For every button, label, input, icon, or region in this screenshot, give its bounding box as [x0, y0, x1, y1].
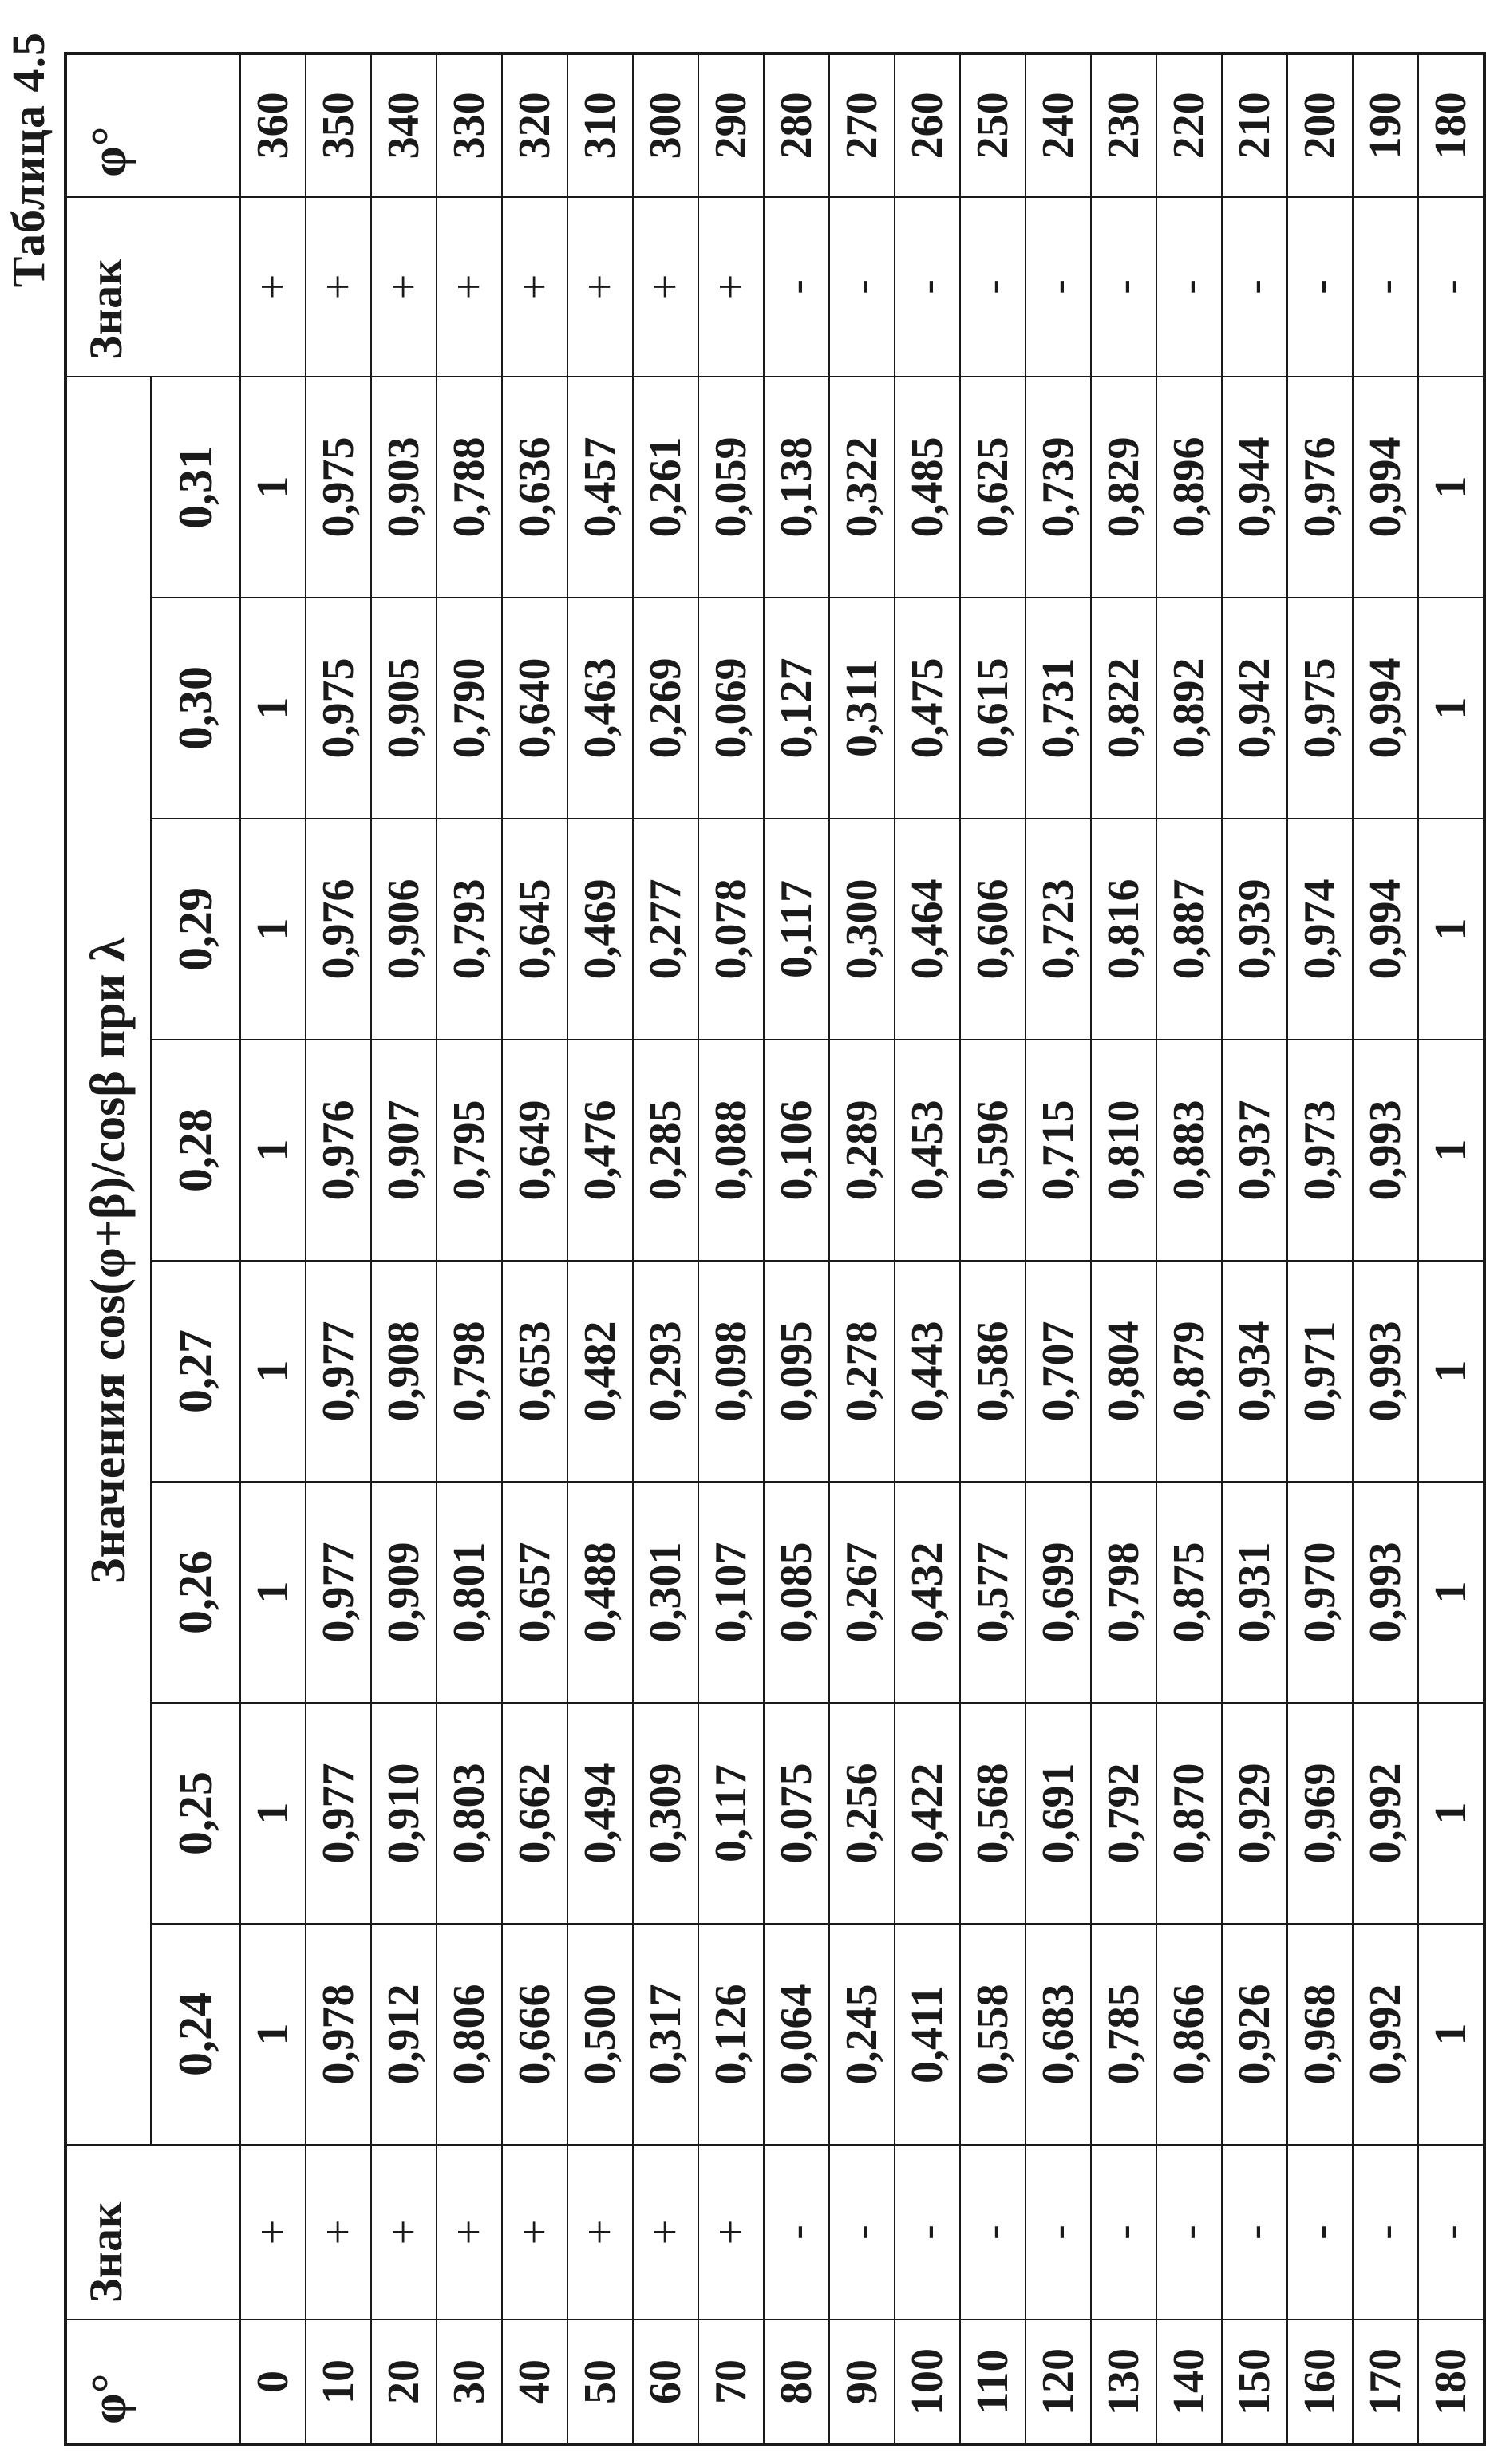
phi-cell-right: 210 — [1222, 53, 1287, 197]
value-cell: 0,866 — [1156, 1924, 1222, 2145]
sign-cell-right: - — [895, 197, 960, 377]
value-cell: 0,994 — [1353, 377, 1418, 598]
value-cell: 0,106 — [764, 1040, 829, 1261]
value-cell: 0,064 — [764, 1924, 829, 2145]
value-cell: 0,975 — [306, 598, 371, 819]
sign-cell-right: - — [1091, 197, 1156, 377]
cosine-ratio-table — [64, 52, 1486, 2446]
value-cell: 0,739 — [1026, 377, 1091, 598]
sign-cell: - — [1091, 2145, 1156, 2320]
value-cell: 0,912 — [371, 1924, 437, 2145]
value-cell: 0,976 — [1287, 377, 1353, 598]
sign-cell: + — [698, 2145, 764, 2320]
phi-cell-right: 240 — [1026, 53, 1091, 197]
lambda-header: 0,27 — [151, 1261, 240, 1482]
sign-cell: - — [1156, 2145, 1222, 2320]
value-cell: 0,994 — [1353, 598, 1418, 819]
phi-cell: 150 — [1222, 2320, 1287, 2445]
value-cell: 0,309 — [633, 1703, 698, 1924]
table-row — [371, 53, 437, 2445]
phi-cell-right: 310 — [567, 53, 633, 197]
sign-cell-right: - — [829, 197, 895, 377]
value-cell: 0,905 — [371, 598, 437, 819]
value-cell: 0,731 — [1026, 598, 1091, 819]
value-cell: 0,977 — [306, 1261, 371, 1482]
value-cell: 0,707 — [1026, 1261, 1091, 1482]
value-cell: 0,971 — [1287, 1261, 1353, 1482]
value-cell: 0,942 — [1222, 598, 1287, 819]
value-cell: 0,907 — [371, 1040, 437, 1261]
value-cell: 0,975 — [1287, 598, 1353, 819]
table-row — [240, 53, 306, 2445]
value-cell: 1 — [1418, 377, 1484, 598]
sign-cell: - — [1353, 2145, 1418, 2320]
value-cell: 1 — [240, 1482, 306, 1703]
value-cell: 0,278 — [829, 1261, 895, 1482]
value-cell: 1 — [240, 1703, 306, 1924]
value-cell: 0,432 — [895, 1482, 960, 1703]
value-cell: 0,870 — [1156, 1703, 1222, 1924]
value-cell: 0,289 — [829, 1040, 895, 1261]
value-cell: 0,488 — [567, 1482, 633, 1703]
phi-cell-right: 280 — [764, 53, 829, 197]
sign-cell-right: + — [371, 197, 437, 377]
value-cell: 0,301 — [633, 1482, 698, 1703]
phi-cell-right: 350 — [306, 53, 371, 197]
value-cell: 0,117 — [764, 819, 829, 1040]
value-cell: 0,311 — [829, 598, 895, 819]
value-cell: 0,715 — [1026, 1040, 1091, 1261]
value-cell: 0,993 — [1353, 1482, 1418, 1703]
value-cell: 0,482 — [567, 1261, 633, 1482]
value-cell: 0,816 — [1091, 819, 1156, 1040]
value-cell: 0,974 — [1287, 819, 1353, 1040]
value-cell: 0,723 — [1026, 819, 1091, 1040]
table-row — [567, 53, 633, 2445]
sign-cell-right: + — [567, 197, 633, 377]
value-cell: 0,322 — [829, 377, 895, 598]
lambda-header: 0,25 — [151, 1703, 240, 1924]
value-cell: 0,875 — [1156, 1482, 1222, 1703]
value-cell: 0,088 — [698, 1040, 764, 1261]
phi-cell: 100 — [895, 2320, 960, 2445]
phi-cell: 0 — [240, 2320, 306, 2445]
value-cell: 0,829 — [1091, 377, 1156, 598]
value-cell: 0,926 — [1222, 1924, 1287, 2145]
value-cell: 0,934 — [1222, 1261, 1287, 1482]
value-cell: 0,909 — [371, 1482, 437, 1703]
value-cell: 0,267 — [829, 1482, 895, 1703]
table-row — [1222, 53, 1287, 2445]
table-caption: Таблица 4.5 — [2, 32, 54, 288]
value-cell: 0,788 — [437, 377, 502, 598]
lambda-header: 0,30 — [151, 598, 240, 819]
table-row — [698, 53, 764, 2445]
lambda-header: 0,29 — [151, 819, 240, 1040]
value-cell: 0,457 — [567, 377, 633, 598]
value-cell: 0,615 — [960, 598, 1026, 819]
phi-cell-right: 250 — [960, 53, 1026, 197]
lambda-header: 0,28 — [151, 1040, 240, 1261]
value-cell: 0,896 — [1156, 377, 1222, 598]
value-cell: 0,256 — [829, 1703, 895, 1924]
value-cell: 0,127 — [764, 598, 829, 819]
value-cell: 0,992 — [1353, 1924, 1418, 2145]
sign-cell: + — [306, 2145, 371, 2320]
value-cell: 0,975 — [306, 377, 371, 598]
sign-cell-right: - — [1222, 197, 1287, 377]
sign-cell-right: - — [1156, 197, 1222, 377]
phi-cell-right: 230 — [1091, 53, 1156, 197]
sign-cell: + — [502, 2145, 567, 2320]
phi-cell-right: 190 — [1353, 53, 1418, 197]
value-cell: 0,883 — [1156, 1040, 1222, 1261]
value-cell: 0,476 — [567, 1040, 633, 1261]
sign-cell: - — [960, 2145, 1026, 2320]
sign-cell-right: + — [240, 197, 306, 377]
value-cell: 0,969 — [1287, 1703, 1353, 1924]
sign-cell: - — [1026, 2145, 1091, 2320]
value-cell: 0,475 — [895, 598, 960, 819]
value-cell: 0,666 — [502, 1924, 567, 2145]
value-cell: 0,790 — [437, 598, 502, 819]
phi-cell: 60 — [633, 2320, 698, 2445]
value-cell: 0,500 — [567, 1924, 633, 2145]
value-cell: 0,976 — [306, 819, 371, 1040]
sign-cell-right: + — [698, 197, 764, 377]
value-cell: 0,806 — [437, 1924, 502, 2145]
table-row — [764, 53, 829, 2445]
value-cell: 1 — [1418, 1482, 1484, 1703]
value-cell: 0,795 — [437, 1040, 502, 1261]
value-cell: 0,645 — [502, 819, 567, 1040]
value-cell: 0,798 — [437, 1261, 502, 1482]
table-row — [960, 53, 1026, 2445]
sign-cell: + — [567, 2145, 633, 2320]
value-cell: 0,126 — [698, 1924, 764, 2145]
sign-cell: - — [829, 2145, 895, 2320]
value-cell: 0,931 — [1222, 1482, 1287, 1703]
value-cell: 0,691 — [1026, 1703, 1091, 1924]
table-row — [306, 53, 371, 2445]
sign-cell: + — [633, 2145, 698, 2320]
value-cell: 0,317 — [633, 1924, 698, 2145]
value-cell: 0,300 — [829, 819, 895, 1040]
value-cell: 0,625 — [960, 377, 1026, 598]
phi-cell: 130 — [1091, 2320, 1156, 2445]
phi-cell-right: 330 — [437, 53, 502, 197]
sign-cell: + — [437, 2145, 502, 2320]
table-row — [1287, 53, 1353, 2445]
value-cell: 1 — [240, 1924, 306, 2145]
phi-cell: 170 — [1353, 2320, 1418, 2445]
phi-cell: 10 — [306, 2320, 371, 2445]
value-cell: 1 — [1418, 598, 1484, 819]
lambda-header: 0,31 — [151, 377, 240, 598]
phi-cell: 180 — [1418, 2320, 1484, 2445]
phi-cell-right: 340 — [371, 53, 437, 197]
lambda-header: 0,26 — [151, 1482, 240, 1703]
value-cell: 0,453 — [895, 1040, 960, 1261]
value-cell: 0,803 — [437, 1703, 502, 1924]
sign-cell-right: - — [960, 197, 1026, 377]
header-row-lambda — [151, 53, 240, 2445]
value-cell: 0,463 — [567, 598, 633, 819]
value-cell: 1 — [240, 377, 306, 598]
value-cell: 0,804 — [1091, 1261, 1156, 1482]
value-cell: 0,793 — [437, 819, 502, 1040]
phi-cell-right: 200 — [1287, 53, 1353, 197]
phi-cell: 50 — [567, 2320, 633, 2445]
value-cell: 0,293 — [633, 1261, 698, 1482]
sign-cell: - — [1418, 2145, 1484, 2320]
table-row — [1353, 53, 1418, 2445]
sign-cell: - — [895, 2145, 960, 2320]
value-cell: 1 — [1418, 1703, 1484, 1924]
values-span-header: Значения cos(φ+β)/cosβ при λ — [65, 377, 151, 2145]
value-cell: 0,558 — [960, 1924, 1026, 2145]
value-cell: 0,245 — [829, 1924, 895, 2145]
value-cell: 0,464 — [895, 819, 960, 1040]
phi-cell: 70 — [698, 2320, 764, 2445]
value-cell: 0,792 — [1091, 1703, 1156, 1924]
table-row — [437, 53, 502, 2445]
phi-cell: 40 — [502, 2320, 567, 2445]
value-cell: 0,994 — [1353, 819, 1418, 1040]
value-cell: 0,992 — [1353, 1703, 1418, 1924]
value-cell: 0,968 — [1287, 1924, 1353, 2145]
value-cell: 0,586 — [960, 1261, 1026, 1482]
sign-cell: - — [764, 2145, 829, 2320]
phi-cell-right: 270 — [829, 53, 895, 197]
value-cell: 0,485 — [895, 377, 960, 598]
value-cell: 1 — [240, 1040, 306, 1261]
value-cell: 0,908 — [371, 1261, 437, 1482]
value-cell: 0,993 — [1353, 1040, 1418, 1261]
phi-cell-right: 220 — [1156, 53, 1222, 197]
value-cell: 0,973 — [1287, 1040, 1353, 1261]
value-cell: 1 — [1418, 1040, 1484, 1261]
phi-cell-right: 300 — [633, 53, 698, 197]
value-cell: 0,892 — [1156, 598, 1222, 819]
value-cell: 0,887 — [1156, 819, 1222, 1040]
value-cell: 0,929 — [1222, 1703, 1287, 1924]
value-cell: 1 — [1418, 1261, 1484, 1482]
phi-cell-right: 260 — [895, 53, 960, 197]
phi-cell-right: 320 — [502, 53, 567, 197]
lambda-header: 0,24 — [151, 1924, 240, 2145]
value-cell: 0,976 — [306, 1040, 371, 1261]
value-cell: 0,285 — [633, 1040, 698, 1261]
sign-cell-right: - — [1418, 197, 1484, 377]
value-cell: 0,059 — [698, 377, 764, 598]
value-cell: 0,494 — [567, 1703, 633, 1924]
sign-cell-right: - — [1353, 197, 1418, 377]
value-cell: 0,906 — [371, 819, 437, 1040]
phi-cell: 140 — [1156, 2320, 1222, 2445]
table-row — [1026, 53, 1091, 2445]
phi-cell: 80 — [764, 2320, 829, 2445]
value-cell: 0,801 — [437, 1482, 502, 1703]
value-cell: 1 — [240, 1261, 306, 1482]
value-cell: 0,879 — [1156, 1261, 1222, 1482]
value-cell: 0,993 — [1353, 1261, 1418, 1482]
sign-cell: - — [1287, 2145, 1353, 2320]
value-cell: 0,596 — [960, 1040, 1026, 1261]
value-cell: 0,798 — [1091, 1482, 1156, 1703]
phi-cell: 110 — [960, 2320, 1026, 2445]
sign-cell: + — [240, 2145, 306, 2320]
value-cell: 0,822 — [1091, 598, 1156, 819]
sign-cell-right: - — [1026, 197, 1091, 377]
value-cell: 0,683 — [1026, 1924, 1091, 2145]
table-row — [1091, 53, 1156, 2445]
value-cell: 1 — [1418, 819, 1484, 1040]
table-row — [1156, 53, 1222, 2445]
value-cell: 0,636 — [502, 377, 567, 598]
value-cell: 0,977 — [306, 1482, 371, 1703]
value-cell: 0,277 — [633, 819, 698, 1040]
value-cell: 0,978 — [306, 1924, 371, 2145]
value-cell: 0,138 — [764, 377, 829, 598]
phi-cell-right: 360 — [240, 53, 306, 197]
value-cell: 1 — [1418, 1924, 1484, 2145]
value-cell: 0,443 — [895, 1261, 960, 1482]
value-cell: 0,098 — [698, 1261, 764, 1482]
value-cell: 1 — [240, 819, 306, 1040]
value-cell: 0,785 — [1091, 1924, 1156, 2145]
phi-cell-right: 180 — [1418, 53, 1484, 197]
phi-cell: 30 — [437, 2320, 502, 2445]
value-cell: 0,075 — [764, 1703, 829, 1924]
phi-cell: 90 — [829, 2320, 895, 2445]
value-cell: 0,469 — [567, 819, 633, 1040]
value-cell: 0,269 — [633, 598, 698, 819]
phi-cell: 20 — [371, 2320, 437, 2445]
sign-cell-right: + — [437, 197, 502, 377]
sign-cell-right: + — [633, 197, 698, 377]
table-body — [240, 53, 1484, 2445]
value-cell: 0,117 — [698, 1703, 764, 1924]
value-cell: 0,085 — [764, 1482, 829, 1703]
value-cell: 0,699 — [1026, 1482, 1091, 1703]
value-cell: 0,649 — [502, 1040, 567, 1261]
sign-cell-right: + — [306, 197, 371, 377]
value-cell: 0,903 — [371, 377, 437, 598]
value-cell: 0,422 — [895, 1703, 960, 1924]
phi-cell: 120 — [1026, 2320, 1091, 2445]
table-row — [895, 53, 960, 2445]
sign-cell-right: - — [1287, 197, 1353, 377]
sign-cell: + — [371, 2145, 437, 2320]
phi-cell-right: 290 — [698, 53, 764, 197]
value-cell: 0,657 — [502, 1482, 567, 1703]
value-cell: 0,939 — [1222, 819, 1287, 1040]
phi-column-header-left: φ° — [65, 2320, 240, 2445]
table-row — [1418, 53, 1484, 2445]
phi-column-header-right: φ° — [65, 53, 240, 197]
value-cell: 0,653 — [502, 1261, 567, 1482]
sign-column-header-right: Знак — [65, 197, 240, 377]
sign-column-header-left: Знак — [65, 2145, 240, 2320]
value-cell: 0,640 — [502, 598, 567, 819]
value-cell: 0,970 — [1287, 1482, 1353, 1703]
value-cell: 0,977 — [306, 1703, 371, 1924]
value-cell: 0,078 — [698, 819, 764, 1040]
value-cell: 0,810 — [1091, 1040, 1156, 1261]
sign-cell: - — [1222, 2145, 1287, 2320]
value-cell: 0,568 — [960, 1703, 1026, 1924]
header-row-main — [65, 53, 151, 2445]
value-cell: 0,662 — [502, 1703, 567, 1924]
value-cell: 0,095 — [764, 1261, 829, 1482]
value-cell: 0,261 — [633, 377, 698, 598]
value-cell: 0,069 — [698, 598, 764, 819]
sign-cell-right: + — [502, 197, 567, 377]
value-cell: 0,944 — [1222, 377, 1287, 598]
phi-cell: 160 — [1287, 2320, 1353, 2445]
sign-cell-right: - — [764, 197, 829, 377]
value-cell: 1 — [240, 598, 306, 819]
value-cell: 0,606 — [960, 819, 1026, 1040]
table-row — [502, 53, 567, 2445]
value-cell: 0,910 — [371, 1703, 437, 1924]
value-cell: 0,577 — [960, 1482, 1026, 1703]
value-cell: 0,937 — [1222, 1040, 1287, 1261]
table-row — [829, 53, 895, 2445]
value-cell: 0,411 — [895, 1924, 960, 2145]
value-cell: 0,107 — [698, 1482, 764, 1703]
table-row — [633, 53, 698, 2445]
